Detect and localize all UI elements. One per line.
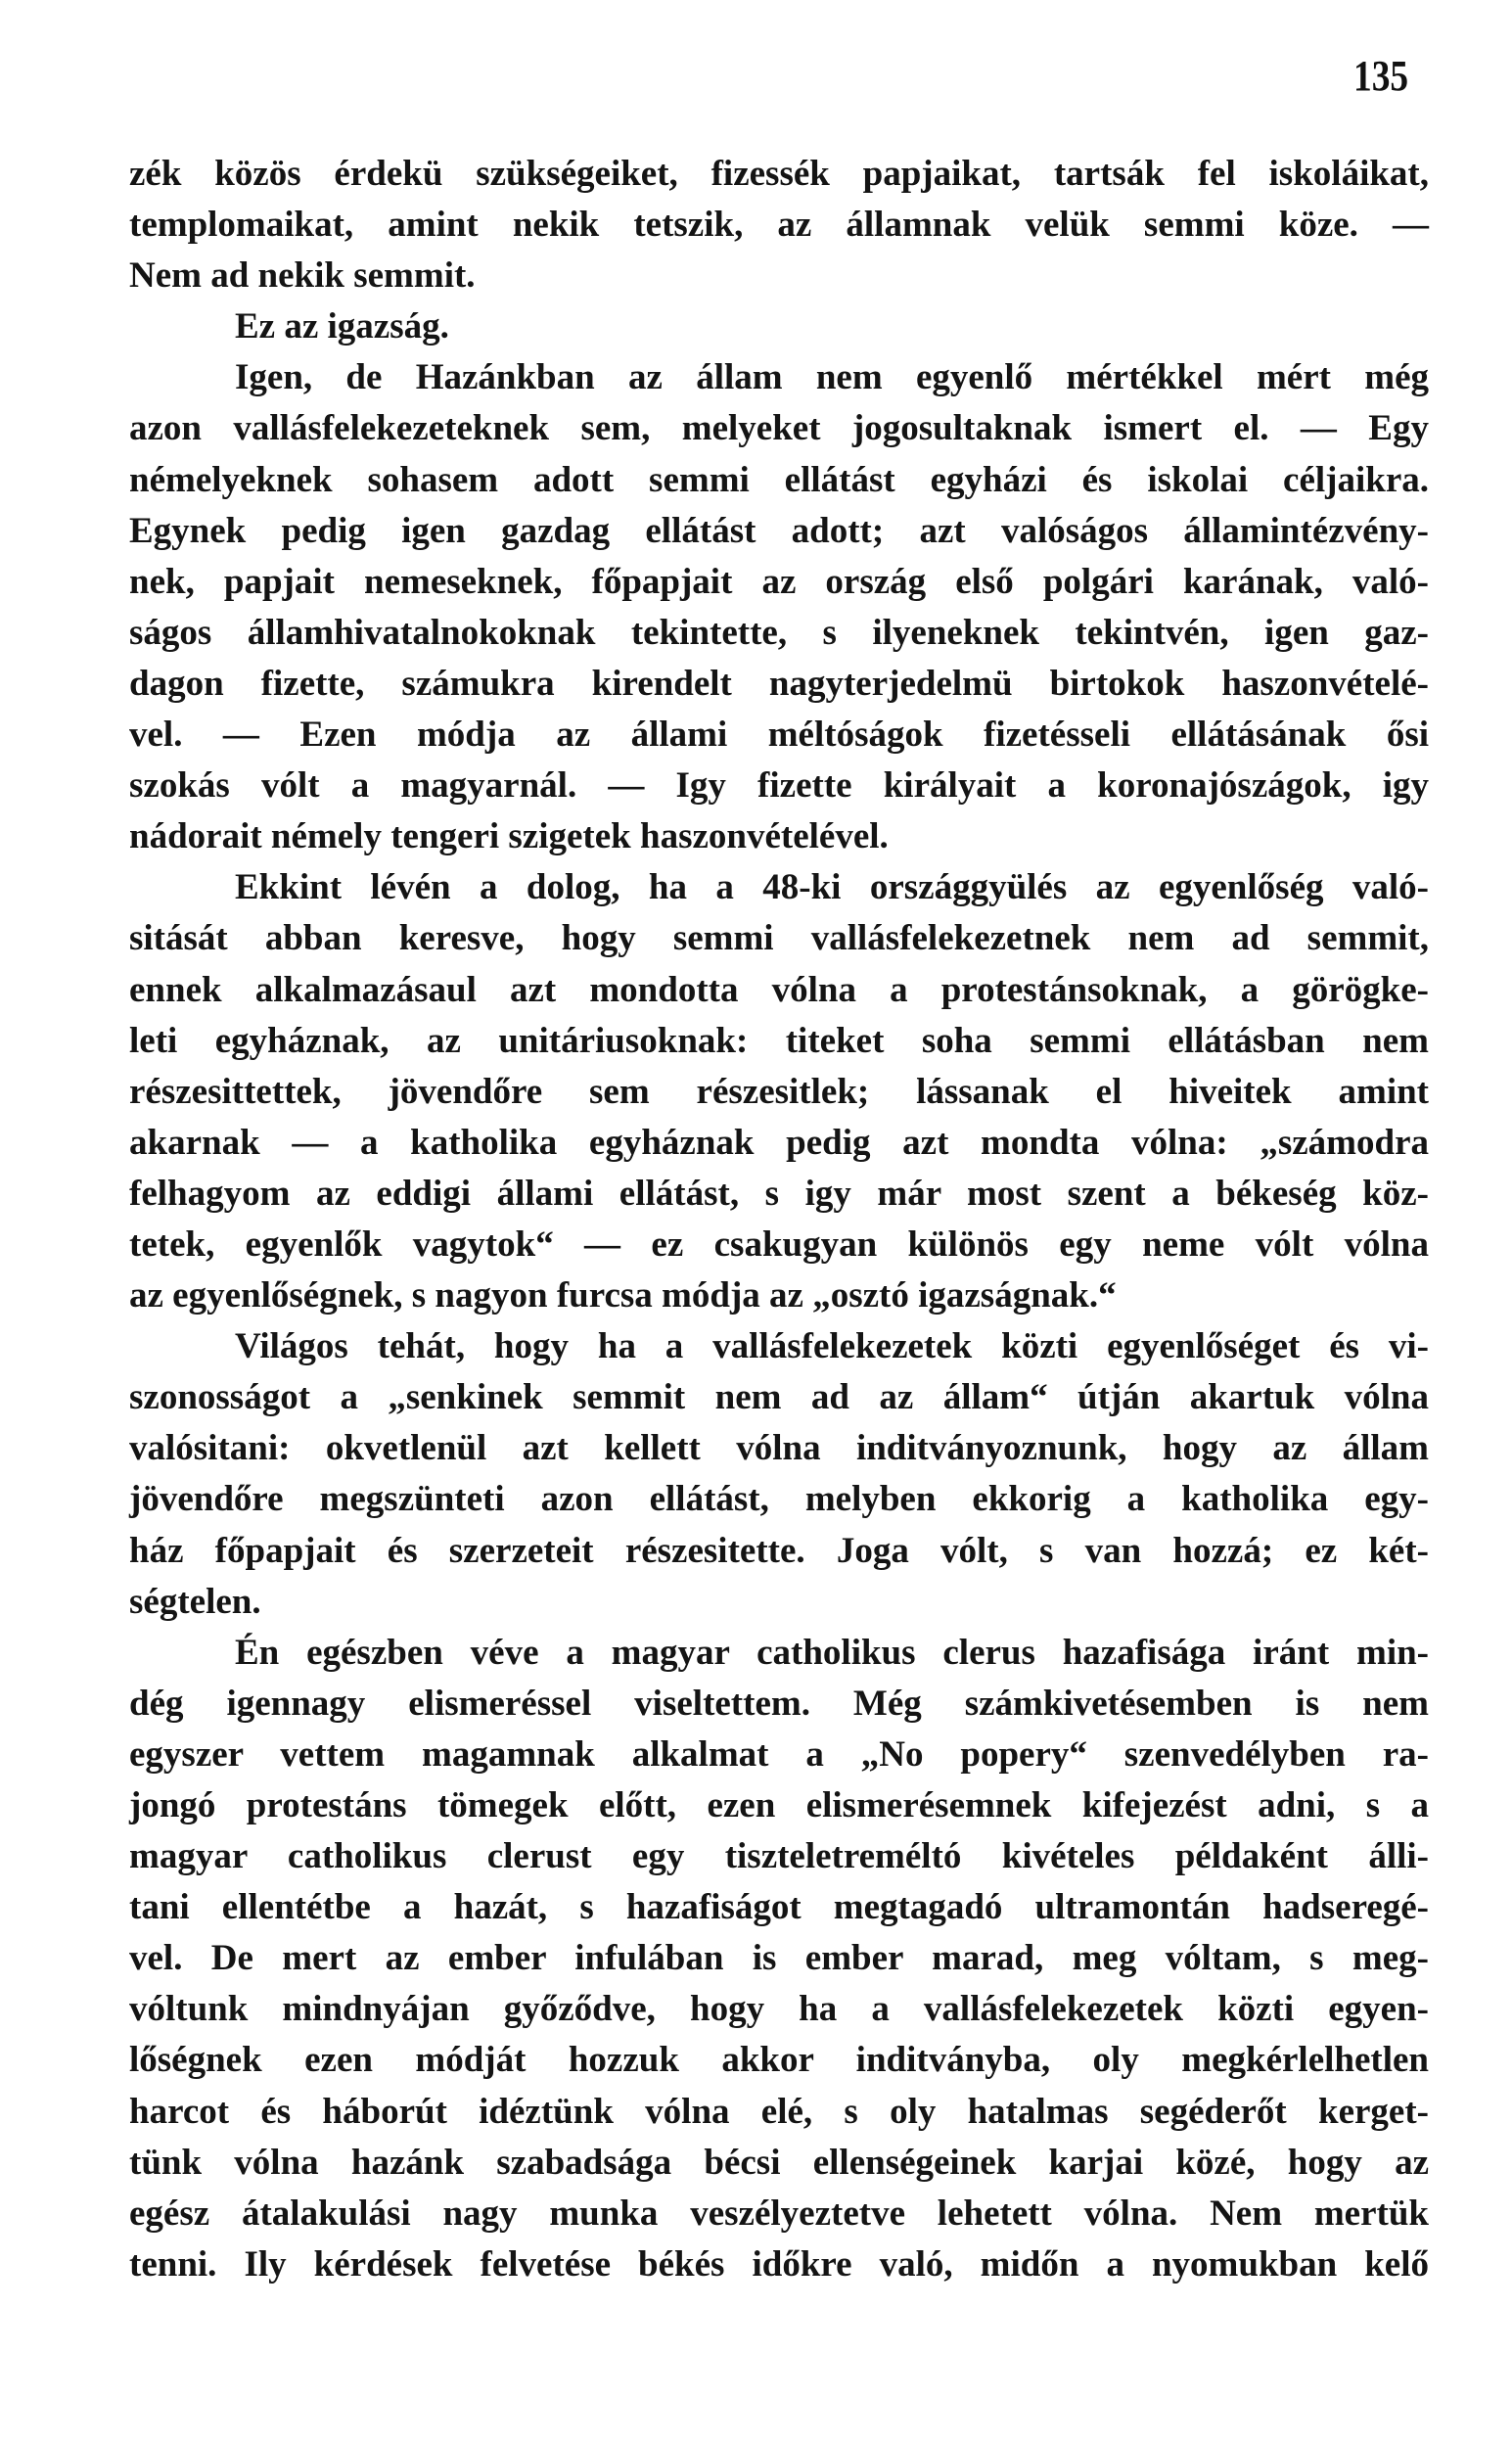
book-page-text — [129, 149, 1429, 2290]
text-line: Nem ad nekik semmit. — [129, 255, 476, 297]
page-number: 135 — [1353, 52, 1409, 100]
text-line: ságos államhivatalnokoknak tekintette, s ilyeneknek tekintvén, igen gaz- — [129, 612, 1429, 653]
paragraph — [129, 1628, 1429, 2290]
text-line: Ez az igazság. — [235, 306, 449, 347]
text-line: szokás vólt a magyarnál. — Igy fizette királyait a koronajószágok, igy — [129, 765, 1429, 807]
text-line: egyszer vettem magamnak alkalmat a „No popery“ szenvedélyben ra- — [129, 1733, 1429, 1775]
text-line: részesittettek, jövendőre sem részesitlek; lássanak el hiveitek amint — [129, 1071, 1429, 1112]
text-line: nádorait némely tengeri szigetek haszonvételével. — [129, 816, 889, 857]
text-line: vóltunk mindnyájan győződve, hogy ha a vallásfelekezetek közti egyen- — [129, 1989, 1429, 2030]
text-line: ennek alkalmazásaul azt mondotta vólna a protestánsoknak, a görögke- — [129, 969, 1429, 1010]
text-line: Igen, de Hazánkban az állam nem egyenlő mértékkel mért még — [235, 357, 1429, 398]
text-line: jövendőre megszünteti azon ellátást, melyben ekkorig a katholika egy- — [129, 1479, 1429, 1520]
text-line: Egynek pedig igen gazdag ellátást adott; azt valóságos államintézvény- — [129, 510, 1429, 551]
paragraph — [129, 862, 1429, 1321]
text-line: templomaikat, amint nekik tetszik, az államnak velük semmi köze. — — [129, 205, 1429, 246]
text-line: ségtelen. — [129, 1581, 261, 1622]
text-line: az egyenlőségnek, s nagyon furcsa módja az „osztó igazságnak.“ — [129, 1275, 1117, 1316]
paragraph — [129, 1321, 1429, 1628]
text-line: zék közös érdekü szükségeiket, fizessék papjaikat, tartsák fel iskoláikat, — [129, 154, 1429, 194]
text-line: Világos tehát, hogy ha a vallásfelekezetek közti egyenlőséget és vi- — [235, 1326, 1429, 1367]
paragraph — [129, 352, 1429, 862]
text-line: nek, papjait nemeseknek, főpapjait az ország első polgári karának, való- — [129, 561, 1429, 602]
text-line: harcot és háborút idéztünk vólna elé, s oly hatalmas segéderőt kerget- — [129, 2091, 1429, 2132]
text-line: sitását abban keresve, hogy semmi vallásfelekezetnek nem ad semmit, — [129, 918, 1429, 959]
paragraph — [129, 301, 1429, 352]
text-line: ház főpapjait és szerzeteit részesitette. Joga vólt, s van hozzá; ez két- — [129, 1530, 1429, 1571]
text-line: valósitani: okvetlenül azt kellett vólna inditványoznunk, hogy az állam — [129, 1428, 1429, 1469]
text-line: vel. De mert az ember infulában is ember marad, meg vóltam, s meg- — [129, 1938, 1429, 1979]
text-line: szonosságot a „senkinek semmit nem ad az állam“ útján akartuk vólna — [129, 1377, 1429, 1418]
text-line: Én egészben véve a magyar catholikus clerus hazafisága iránt min- — [235, 1632, 1429, 1673]
text-line: akarnak — a katholika egyháznak pedig azt mondta vólna: „számodra — [129, 1122, 1429, 1163]
text-line: tünk vólna hazánk szabadsága bécsi ellenségeinek karjai közé, hogy az — [129, 2142, 1429, 2183]
text-line: Ekkint lévén a dolog, ha a 48-ki országgyülés az egyenlőség való- — [235, 867, 1429, 908]
text-line: lőségnek ezen módját hozzuk akkor inditványba, oly megkérlelhetlen — [129, 2040, 1429, 2081]
text-line: dagon fizette, számukra kirendelt nagyterjedelmü birtokok haszonvételé- — [129, 663, 1429, 704]
text-line: tetek, egyenlők vagytok“ — ez csakugyan különös egy neme vólt vólna — [129, 1224, 1429, 1265]
paragraph — [129, 149, 1429, 301]
text-line: jongó protestáns tömegek előtt, ezen elismerésemnek kifejezést adni, s a — [129, 1785, 1429, 1825]
text-line: némelyeknek sohasem adott semmi ellátást egyházi és iskolai céljaikra. — [129, 459, 1429, 500]
text-line: tenni. Ily kérdések felvetése békés időkre való, midőn a nyomukban kelő — [129, 2243, 1429, 2285]
text-line: tani ellentétbe a hazát, s hazafiságot megtagadó ultramontán hadseregé- — [129, 1887, 1429, 1928]
text-line: leti egyháznak, az unitáriusoknak: titeket soha semmi ellátásban nem — [129, 1020, 1429, 1061]
text-line: dég igennagy elismeréssel viseltettem. Még számkivetésemben is nem — [129, 1683, 1429, 1724]
text-line: azon vallásfelekezeteknek sem, melyeket jogosultaknak ismert el. — Egy — [129, 408, 1429, 449]
text-line: vel. — Ezen módja az állami méltóságok fizetésseli ellátásának ősi — [129, 715, 1429, 756]
text-line: magyar catholikus clerust egy tiszteletreméltó kivételes példaként álli- — [129, 1836, 1429, 1877]
text-line: felhagyom az eddigi állami ellátást, s igy már most szent a békeség köz- — [129, 1173, 1429, 1214]
text-line: egész átalakulási nagy munka veszélyeztetve lehetett vólna. Nem mertük — [129, 2193, 1429, 2234]
